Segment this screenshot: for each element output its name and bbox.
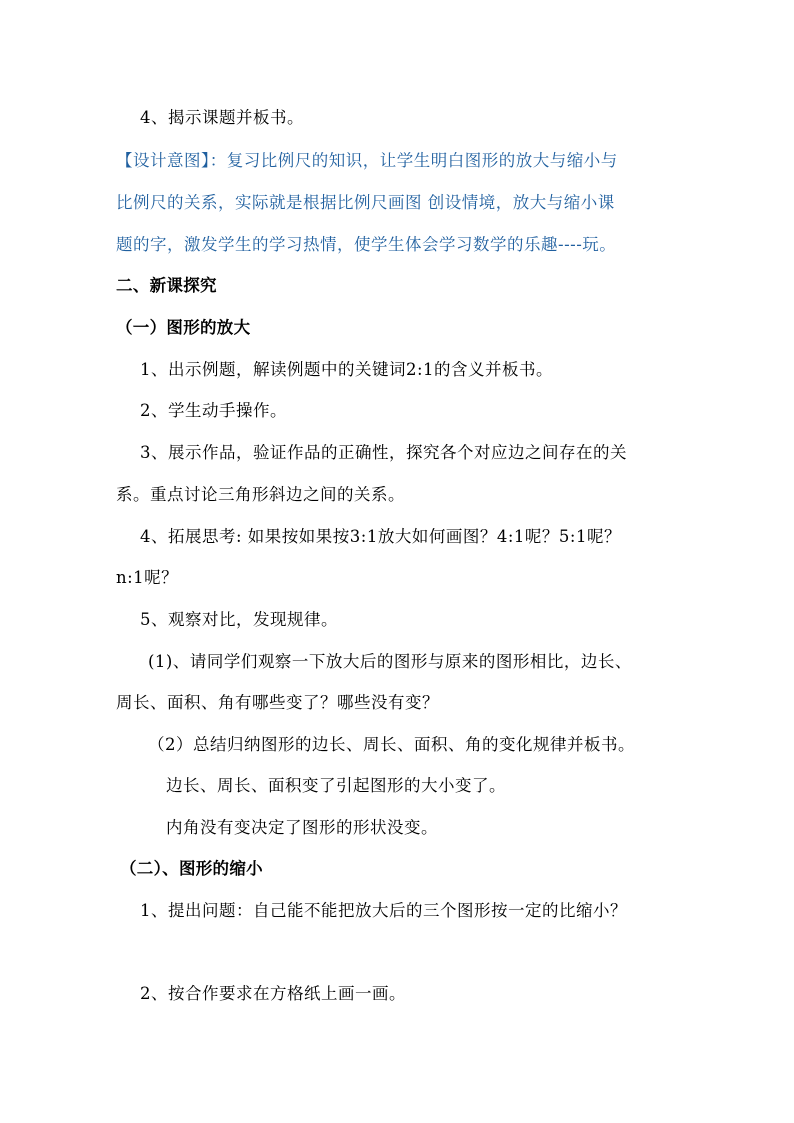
design-intent-line-3: 题的字，激发学生的学习热情，使学生体会学习数学的乐趣----玩。 <box>116 235 617 254</box>
enlarge-step-4-cont: n:1呢？ <box>116 568 179 587</box>
enlarge-step-5: 5、观察对比，发现规律。 <box>140 610 338 629</box>
observe-item-1: (1)、请同学们观察一下放大后的图形与原来的图形相比，边长、 <box>148 652 632 671</box>
design-intent-paragraph <box>116 151 618 171</box>
observe-item-2: （2）总结归纳图形的边长、周长、面积、角的变化规律并板书。 <box>148 735 635 754</box>
shrink-step-1: 1、提出问题：自己能不能把放大后的三个图形按一定的比缩小？ <box>140 901 627 920</box>
step-4-reveal-title: 4、揭示课题并板书。 <box>140 108 304 127</box>
enlarge-step-4: 4、拓展思考: 如果按如果按3:1放大如何画图？4:1呢？5:1呢？ <box>140 527 621 546</box>
enlarge-step-3: 3、展示作品，验证作品的正确性，探究各个对应边之间存在的关 <box>140 443 627 462</box>
shrink-step-2: 2、按合作要求在方格纸上画一画。 <box>140 984 406 1003</box>
design-intent-text: ：复习比例尺的知识，让学生明白图形的放大与缩小与 <box>209 151 618 170</box>
board-note-shape-unchanged: 内角没有变决定了图形的形状没变。 <box>166 818 438 837</box>
observe-item-1-cont: 周长、面积、角有哪些变了？哪些没有变？ <box>116 693 439 712</box>
subsection-heading-shrink: （二）、图形的缩小 <box>120 859 263 878</box>
subsection-heading-enlarge: （一）图形的放大 <box>116 318 251 337</box>
enlarge-step-3-cont: 系。重点讨论三角形斜边之间的关系。 <box>116 485 405 504</box>
enlarge-step-1: 1、出示例题，解读例题中的关键词2:1的含义并板书。 <box>140 360 554 379</box>
design-intent-line-2: 比例尺的关系，实际就是根据比例尺画图 创设情境，放大与缩小课 <box>116 193 615 212</box>
board-note-size-change: 边长、周长、面积变了引起图形的大小变了。 <box>166 776 506 795</box>
design-intent-label: 【设计意图】 <box>116 151 210 170</box>
section-heading-new-lesson: 二、新课探究 <box>116 276 217 295</box>
enlarge-step-2: 2、学生动手操作。 <box>140 401 287 420</box>
